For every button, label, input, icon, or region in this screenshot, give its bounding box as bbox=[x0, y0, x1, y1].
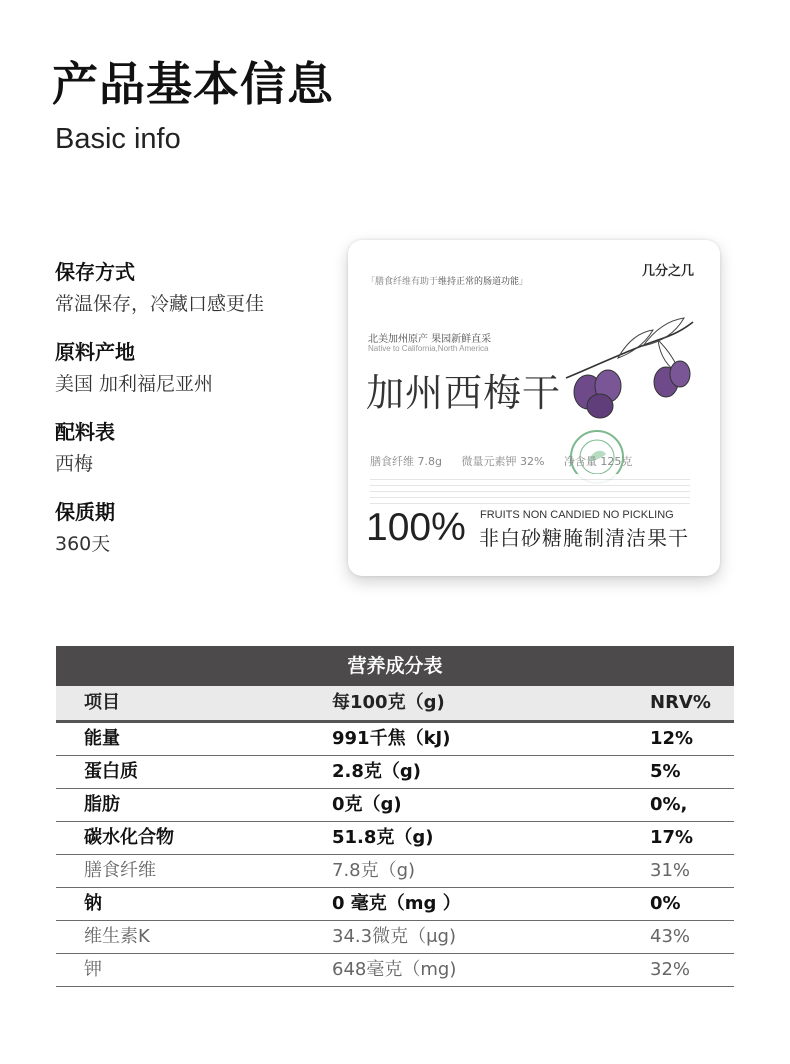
page-title: 产品基本信息 bbox=[52, 57, 334, 111]
nutrient-nrv: 43% bbox=[650, 926, 691, 947]
package-fiber: 膳食纤维 7.8g bbox=[370, 455, 442, 468]
nutrient-nrv: 32% bbox=[650, 959, 691, 980]
column-header-item: 项目 bbox=[84, 692, 120, 713]
table-row bbox=[56, 888, 734, 921]
nutrient-name: 脂肪 bbox=[84, 794, 120, 815]
storage-value: 常温保存，冷藏口感更佳 bbox=[55, 293, 265, 315]
table-row bbox=[56, 822, 734, 855]
nutrient-name: 碳水化合物 bbox=[84, 827, 174, 848]
basic-info-list bbox=[55, 258, 355, 578]
nutrient-name: 钾 bbox=[84, 959, 102, 980]
table-row bbox=[56, 855, 734, 888]
shelf-life-label: 保质期 bbox=[55, 500, 115, 524]
package-fine-print bbox=[370, 474, 690, 508]
nutrient-nrv: 31% bbox=[650, 860, 691, 881]
nutrient-amount: 991千焦（kJ) bbox=[332, 728, 451, 749]
package-nutrition-highlights bbox=[370, 453, 648, 469]
package-potassium: 微量元素钾 32% bbox=[461, 455, 545, 468]
nutrient-name: 能量 bbox=[84, 728, 120, 749]
nutrient-nrv: 5% bbox=[650, 761, 681, 782]
ingredients-label: 配料表 bbox=[55, 420, 115, 444]
nutrient-nrv: 0% bbox=[650, 893, 681, 914]
package-product-name: 加州西梅干 bbox=[366, 371, 562, 415]
nutrient-name: 钠 bbox=[84, 893, 102, 914]
package-origin-en: Native to California,North America bbox=[368, 344, 489, 353]
nutrient-name: 膳食纤维 bbox=[84, 860, 156, 881]
package-slogan-en: FRUITS NON CANDIED NO PICKLING bbox=[480, 509, 674, 521]
nutrient-nrv: 17% bbox=[650, 827, 694, 848]
column-header-nrv: NRV% bbox=[650, 692, 711, 713]
nutrient-amount: 7.8克（g) bbox=[332, 860, 416, 881]
nutrient-amount: 51.8克（g) bbox=[332, 827, 434, 848]
nutrition-table bbox=[56, 646, 734, 987]
nutrient-nrv: 0%, bbox=[650, 794, 688, 815]
nutrient-name: 蛋白质 bbox=[84, 761, 138, 782]
origin-value: 美国 加利福尼亚州 bbox=[55, 373, 214, 395]
package-percent: 100% bbox=[366, 506, 466, 549]
package-origin-cn: 北美加州原产 果园新鲜直采 bbox=[368, 334, 492, 345]
page-subtitle: Basic info bbox=[55, 123, 181, 155]
storage-label: 保存方式 bbox=[55, 260, 135, 284]
nutrition-table-title: 营养成分表 bbox=[56, 646, 734, 686]
nutrient-amount: 648毫克（mg) bbox=[332, 959, 457, 980]
plum-branch-illustration bbox=[558, 310, 698, 420]
column-header-amount: 每100克（g) bbox=[332, 692, 445, 713]
nutrient-name: 维生素K bbox=[84, 926, 150, 947]
package-net-weight: 净含量 125克 bbox=[563, 455, 633, 468]
nutrient-amount: 2.8克（g) bbox=[332, 761, 421, 782]
package-tagline: 「膳食纤维有助于维持正常的肠道功能」 bbox=[366, 277, 529, 287]
nutrient-amount: 0 毫克（mg ） bbox=[332, 893, 461, 914]
ingredients-value: 西梅 bbox=[55, 453, 94, 475]
table-row bbox=[56, 756, 734, 789]
table-row bbox=[56, 789, 734, 822]
table-row bbox=[56, 921, 734, 954]
brand-logo: 几分之几 bbox=[641, 264, 694, 279]
nutrition-table-header bbox=[56, 686, 734, 723]
table-row bbox=[56, 954, 734, 987]
nutrient-amount: 0克（g) bbox=[332, 794, 402, 815]
package-slogan-cn: 非白砂糖腌制清洁果干 bbox=[479, 526, 689, 550]
product-package-image bbox=[348, 240, 720, 576]
table-row bbox=[56, 723, 734, 756]
origin-label: 原料产地 bbox=[55, 340, 135, 364]
shelf-life-value: 360天 bbox=[55, 533, 111, 555]
nutrient-amount: 34.3微克（μg) bbox=[332, 926, 456, 947]
nutrient-nrv: 12% bbox=[650, 728, 694, 749]
